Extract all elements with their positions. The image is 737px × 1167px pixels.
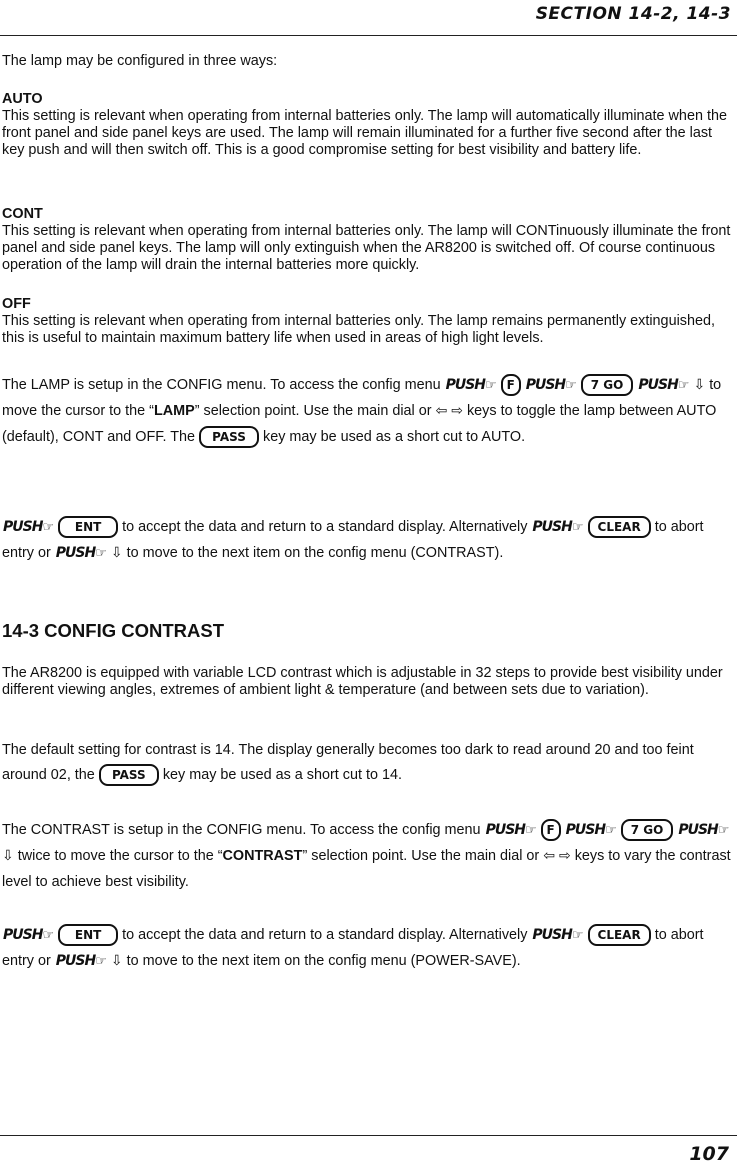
right-arrow-icon: ⇨	[558, 848, 571, 864]
left-arrow-icon: ⇦	[435, 403, 448, 419]
ent-key-icon: ENT	[58, 516, 118, 538]
clear-key-icon: CLEAR	[588, 516, 651, 538]
lamp-accept-text-b: to abort entry or	[2, 519, 704, 561]
push-icon-label: PUSH	[678, 821, 718, 838]
hand-icon: ☞	[605, 822, 616, 838]
lamp-setup-text-b: to move the cursor to the “	[2, 377, 722, 419]
push-icon	[566, 823, 616, 838]
ent-key-icon: ENT	[58, 924, 118, 946]
contrast-accept-text-a: to accept the data and return to a standard display. Alternatively	[122, 927, 528, 943]
push-icon	[532, 520, 582, 535]
push-icon-label: PUSH	[445, 376, 486, 393]
header-rule	[0, 35, 737, 36]
pass-key-icon: PASS	[199, 426, 259, 448]
push-icon	[446, 378, 496, 393]
mode-off	[2, 296, 736, 347]
push-icon-label: PUSH	[55, 952, 96, 969]
f-key-icon: F	[541, 819, 561, 841]
contrast-accept-text-b: to abort entry or	[2, 927, 704, 969]
lamp-setup-paragraph	[2, 372, 736, 450]
push-icon	[56, 954, 106, 969]
mode-auto	[2, 91, 736, 159]
lamp-setup-text-a: The LAMP is setup in the CONFIG menu. To access the config menu	[2, 377, 441, 393]
down-arrow-icon: ⇩	[110, 953, 123, 969]
contrast-default-paragraph	[2, 738, 736, 788]
page-number: 107	[689, 1143, 729, 1165]
mode-cont	[2, 206, 736, 274]
hand-icon: ☞	[717, 822, 729, 838]
contrast-accept-paragraph	[2, 922, 736, 974]
down-arrow-icon: ⇩	[2, 848, 14, 864]
f-key-icon: F	[501, 374, 521, 396]
push-icon	[526, 378, 576, 393]
push-icon-label: PUSH	[3, 518, 43, 535]
section-header: SECTION 14-2, 14-3	[535, 4, 731, 24]
hand-icon: ☞	[42, 927, 54, 943]
left-arrow-icon: ⇦	[543, 848, 555, 864]
lamp-setup-text-d: keys to toggle the lamp between AUTO (default), CONT and OFF. The	[2, 403, 717, 445]
down-arrow-icon: ⇩	[110, 545, 123, 561]
hand-icon: ☞	[571, 927, 583, 943]
go-key-icon: 7 GO	[621, 819, 674, 841]
contrast-intro: The AR8200 is equipped with variable LCD contrast which is adjustable in 32 steps to provide best visibility under different viewing angles, extremes of ambient light & temperature (and between sets due to variation).	[2, 665, 723, 698]
contrast-default-text-a: The default setting for contrast is 14. The display generally becomes too dark to read around 20 and too feint around 02, the	[2, 742, 694, 783]
push-icon-label: PUSH	[3, 926, 43, 943]
contrast-bold: CONTRAST	[222, 848, 303, 864]
contrast-setup-text-a: The CONTRAST is setup in the CONFIG menu. To access the config menu	[2, 822, 481, 838]
push-icon	[678, 823, 728, 838]
mode-off-text: This setting is relevant when operating from internal batteries only. The lamp remains permanently extinguished, this is useful to maintain maximum battery life when used in areas of high light levels.	[2, 313, 715, 346]
hand-icon: ☞	[565, 377, 576, 393]
hand-icon: ☞	[677, 377, 689, 393]
lamp-accept-paragraph	[2, 514, 736, 566]
push-icon-label: PUSH	[525, 376, 566, 393]
lamp-accept-text-c: to move to the next item on the config menu (CONTRAST).	[126, 545, 504, 561]
hand-icon: ☞	[95, 545, 106, 561]
lamp-accept-text-a: to accept the data and return to a standard display. Alternatively	[122, 519, 528, 535]
go-key-icon: 7 GO	[581, 374, 634, 396]
push-icon	[638, 378, 688, 393]
push-icon	[56, 546, 106, 561]
mode-cont-label: CONT	[2, 206, 43, 222]
mode-auto-text: This setting is relevant when operating from internal batteries only. The lamp will automatically illuminate when the front panel and side panel keys are used. The lamp will remain illuminated for a further five second after the last key push and will then switch off. This is a good compromise setting for best visibility and battery life.	[2, 108, 727, 158]
contrast-setup-paragraph	[2, 817, 736, 895]
lamp-setup-text-e: key may be used as a short cut to AUTO.	[263, 429, 526, 445]
push-icon-label: PUSH	[565, 821, 606, 838]
push-icon	[532, 928, 582, 943]
contrast-default-text-b: key may be used as a short cut to 14.	[162, 767, 403, 783]
clear-key-icon: CLEAR	[588, 924, 651, 946]
push-icon	[486, 823, 536, 838]
lamp-setup-text-c: ” selection point. Use the main dial or	[194, 403, 432, 419]
push-icon-label: PUSH	[532, 926, 572, 943]
lamp-bold: LAMP	[153, 403, 195, 419]
contrast-setup-text-d: keys to vary the contrast level to achieve best visibility.	[2, 848, 731, 890]
footer-rule	[0, 1135, 737, 1136]
push-icon-label: PUSH	[638, 376, 678, 393]
mode-auto-label: AUTO	[2, 91, 43, 107]
mode-off-label: OFF	[2, 296, 31, 312]
hand-icon: ☞	[485, 377, 496, 393]
intro-text: The lamp may be configured in three ways:	[2, 53, 278, 69]
push-icon	[3, 520, 53, 535]
push-icon-label: PUSH	[55, 544, 96, 561]
push-icon-label: PUSH	[532, 518, 572, 535]
hand-icon: ☞	[42, 519, 54, 535]
right-arrow-icon: ⇨	[451, 403, 463, 419]
section-heading: 14-3 CONFIG CONTRAST	[2, 620, 225, 641]
down-arrow-icon: ⇩	[693, 377, 706, 393]
hand-icon: ☞	[525, 822, 536, 838]
push-icon	[3, 928, 53, 943]
push-icon-label: PUSH	[485, 821, 525, 838]
contrast-accept-text-c: to move to the next item on the config menu (POWER-SAVE).	[126, 953, 521, 969]
hand-icon: ☞	[571, 519, 583, 535]
contrast-setup-text-b: twice to move the cursor to the “	[17, 848, 223, 864]
mode-cont-text: This setting is relevant when operating from internal batteries only. The lamp will CONTinuously illuminate the front panel and side panel keys. The lamp will only extinguish when the AR8200 is switched off. Of course continuous operation of the lamp will drain the internal batteries more quickly.	[2, 223, 731, 273]
contrast-setup-text-c: ” selection point. Use the main dial or	[302, 848, 540, 864]
pass-key-icon: PASS	[99, 764, 159, 786]
hand-icon: ☞	[95, 953, 106, 969]
